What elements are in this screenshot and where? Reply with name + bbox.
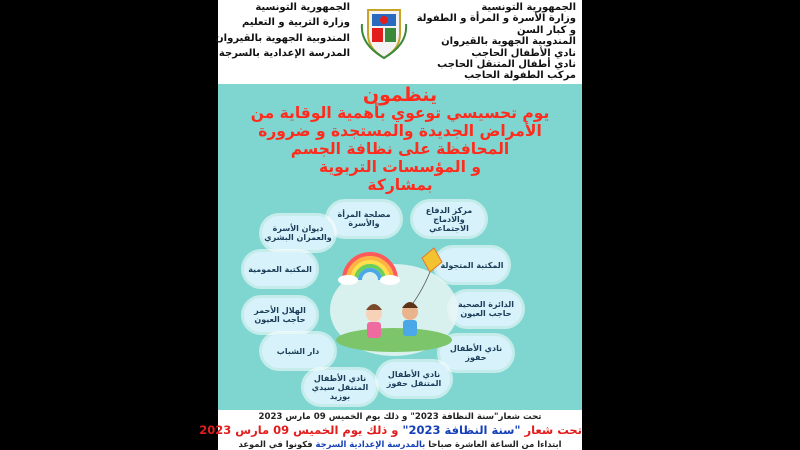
header-left-line: المندوبية الجهوية بالقيروان bbox=[215, 32, 350, 44]
partner-bubble: دار الشباب bbox=[262, 334, 334, 368]
partner-bubble: ديوان الأسرة والعمران البشري bbox=[262, 216, 334, 250]
header-right-line: نادي أطفال المتنقل الحاجب bbox=[437, 59, 576, 71]
header-left-line: المدرسة الإعدادية بالسرجة bbox=[218, 48, 350, 60]
footer-slogan-intro: تحت شعار bbox=[524, 423, 582, 437]
header-left-block bbox=[215, 2, 350, 60]
partner-bubble: المكتبة العمومية bbox=[244, 252, 316, 286]
footer-time: ابتداءا من الساعة العاشرة صباحا bbox=[428, 439, 562, 449]
footer-slogan: "سنة النظافة 2023" bbox=[402, 423, 521, 437]
header-right-line: المندوبية الجهوية بالقيروان bbox=[441, 36, 576, 48]
header-right-line: مركب الطفولة الحاجب bbox=[464, 70, 576, 82]
poster-header bbox=[215, 0, 582, 84]
header-left-line: الجمهورية التونسية bbox=[255, 2, 350, 13]
headline-line: المحافظة على نظافة الجسم bbox=[290, 140, 510, 158]
header-left-line: وزارة التربية و التعليم bbox=[241, 17, 350, 29]
partner-bubble: مركز الدفاع والادماج الاجتماعي bbox=[413, 202, 485, 236]
header-right-line: وزارة الأسرة و المرأة و الطفولة bbox=[416, 13, 576, 25]
footer-date: الخميس 09 مارس 2023 bbox=[199, 423, 339, 437]
partner-bubble: نادي الأطفال المتنقل سيدي بوزيد bbox=[304, 370, 376, 404]
poster-footer bbox=[199, 410, 582, 450]
footer-day-intro: و ذلك يوم bbox=[342, 423, 399, 437]
partner-bubble: الدائرة الصحية حاجب العيون bbox=[450, 292, 522, 326]
header-right-line: الجمهورية التونسية bbox=[481, 2, 576, 13]
partner-bubble: نادي الأطفال حفوز bbox=[440, 336, 512, 370]
footer-date-line bbox=[199, 423, 582, 437]
rainbow-kite-children-illustration-icon bbox=[324, 240, 464, 360]
header-right-line: نادي الأطفال الحاجب bbox=[471, 47, 576, 59]
header-right-block bbox=[417, 2, 576, 82]
footer-slogan-small: تحت شعار"سنة النظافة 2023" و ذلك يوم الخميس 09 مارس 2023 bbox=[258, 412, 542, 422]
poster bbox=[199, 0, 582, 450]
headline-line: الأمراض الجديدة والمستجدة و ضرورة bbox=[258, 122, 542, 140]
headline-line: و المؤسسات التربوية bbox=[319, 158, 481, 176]
footer-venue: بالمدرسة الإعدادية السرجة bbox=[315, 439, 426, 449]
footer-closing: فكونوا في الموعد bbox=[238, 439, 313, 449]
poster-title: ينظمون bbox=[362, 84, 438, 106]
partner-bubble: الهلال الأحمر حاجب العيون bbox=[244, 298, 316, 332]
footer-time-line bbox=[218, 439, 582, 449]
tunisia-emblem-icon bbox=[358, 4, 410, 60]
participation-label: بمشاركة bbox=[367, 176, 433, 194]
partner-bubble: مصلحة المرأة والأسرة bbox=[328, 202, 400, 236]
headline-line: يوم تحسيسي توعوي بأهمية الوقاية من bbox=[250, 104, 550, 122]
partner-bubble: المكتبة المتجولة bbox=[436, 248, 508, 282]
partner-bubble: نادي الأطفال المتنقل حفوز bbox=[378, 362, 450, 396]
header-right-line: و كبار السن bbox=[517, 24, 576, 36]
